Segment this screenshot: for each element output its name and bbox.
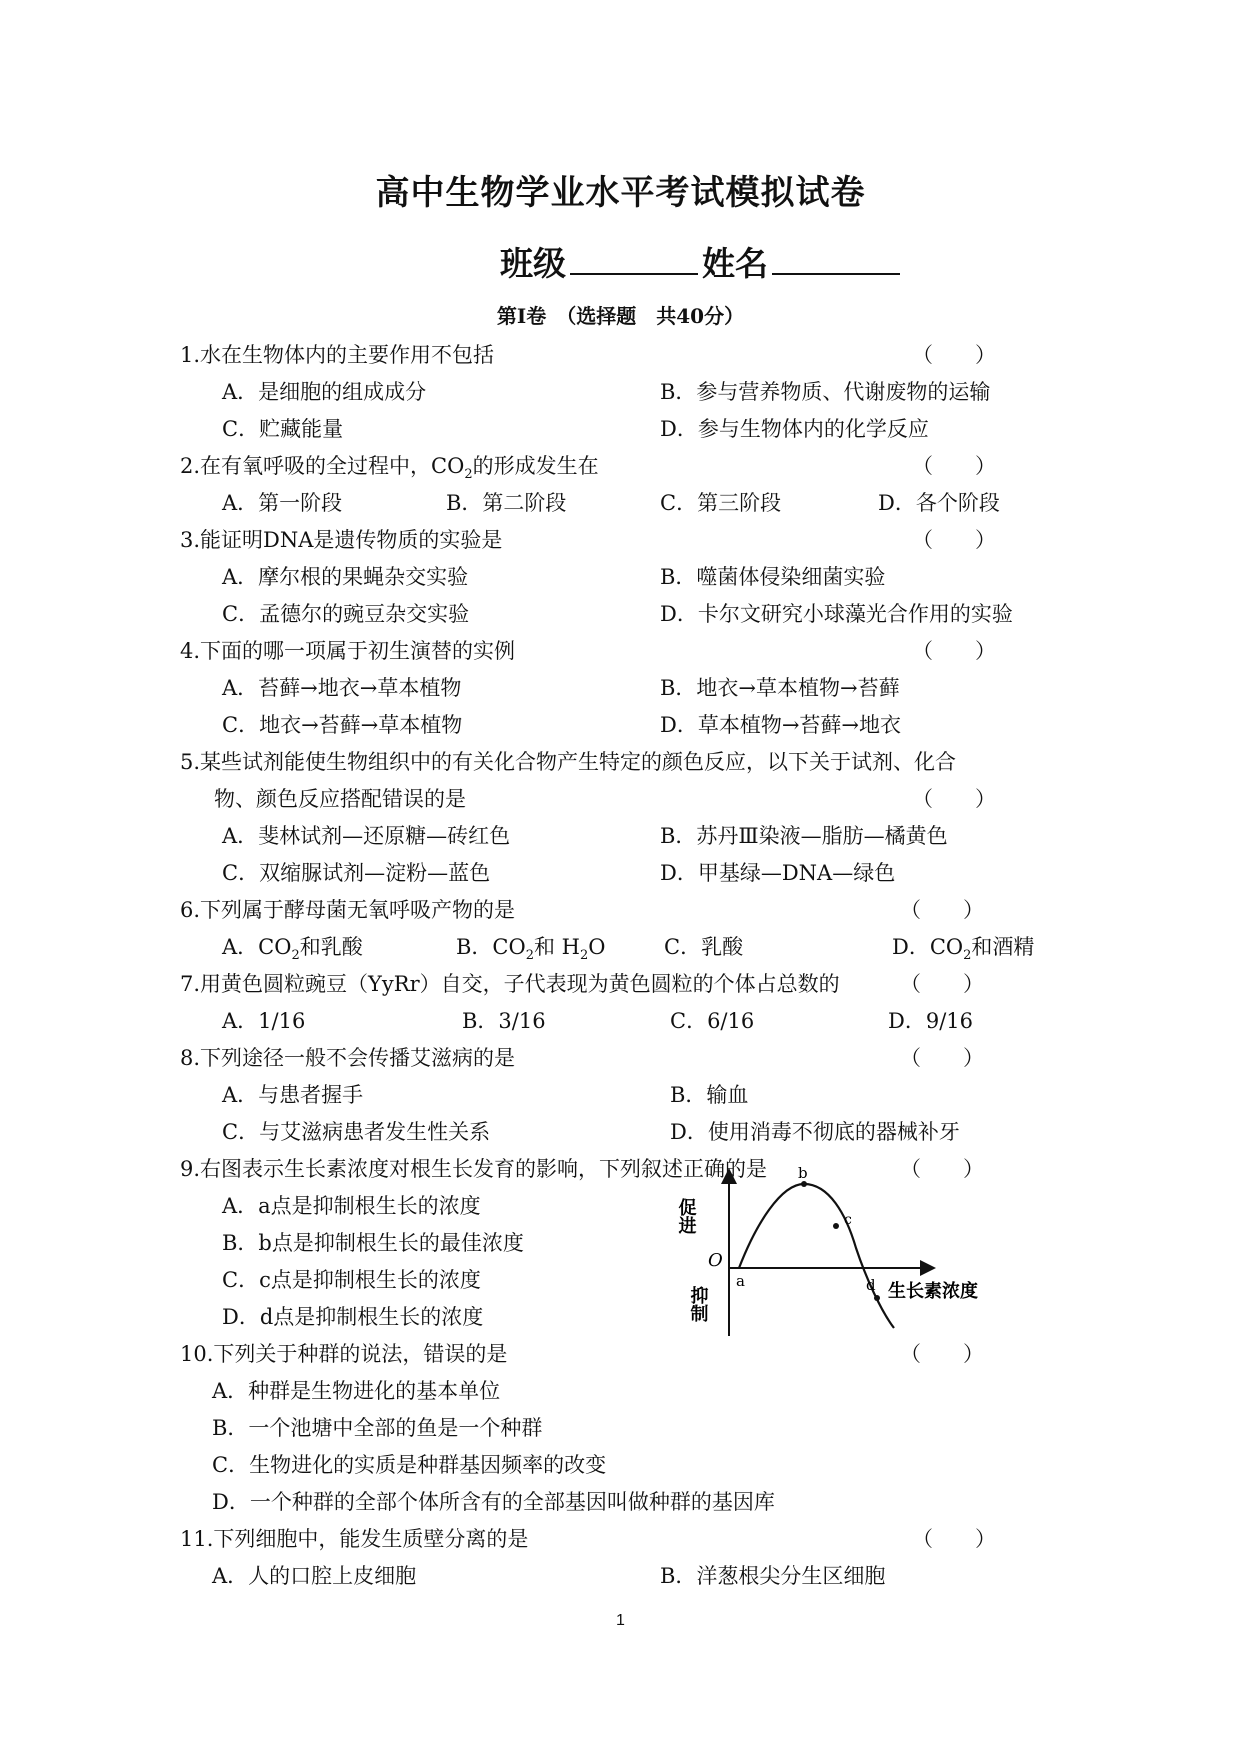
q3-stem: 3.能证明DNA是遗传物质的实验是	[180, 528, 503, 552]
q3-answer-paren[interactable]: （ ）	[912, 528, 996, 552]
q8-stem: 8.下列途径一般不会传播艾滋病的是	[180, 1046, 516, 1070]
q6-stem: 6.下列属于酵母菌无氧呼吸产物的是	[180, 898, 516, 922]
q8-option-d[interactable]: D．使用消毒不彻底的器械补牙	[670, 1120, 960, 1144]
q2-option-b[interactable]: B．第二阶段	[446, 491, 567, 515]
q6-b-mid: 和 H	[534, 935, 580, 959]
q11-option-a[interactable]: A．人的口腔上皮细胞	[212, 1564, 417, 1588]
q6-option-b[interactable]	[456, 931, 606, 963]
name-blank[interactable]	[772, 243, 900, 275]
point-c-label: c	[844, 1212, 852, 1228]
q11-answer-paren[interactable]: （ ）	[912, 1527, 996, 1551]
q10-stem: 10.下列关于种群的说法，错误的是	[180, 1342, 508, 1366]
q3-option-a[interactable]: A．摩尔根的果蝇杂交实验	[222, 565, 469, 589]
auxin-concentration-graph	[675, 1164, 1002, 1340]
point-c-mark	[833, 1223, 839, 1229]
q3-option-c[interactable]: C．孟德尔的豌豆杂交实验	[222, 602, 470, 626]
q7-stem: 7.用黄色圆粒豌豆（YyRr）自交，子代表现为黄色圆粒的个体占总数的	[180, 972, 840, 996]
q3-option-b[interactable]: B．噬菌体侵染细菌实验	[660, 565, 886, 589]
exam-title: 高中生物学业水平考试模拟试卷	[375, 173, 866, 213]
q6-b-sub2: 2	[580, 948, 589, 964]
q5-stem-line2: 物、颜色反应搭配错误的是	[214, 787, 466, 811]
q10-answer-paren[interactable]: （ ）	[900, 1342, 984, 1366]
name-label: 姓名	[702, 244, 768, 283]
q6-d-post: 和酒精	[971, 935, 1035, 959]
q8-option-a[interactable]: A．与患者握手	[222, 1083, 364, 1107]
q10-option-d[interactable]: D．一个种群的全部个体所含有的全部基因叫做种群的基因库	[212, 1490, 775, 1514]
q7-option-a[interactable]: A．1/16	[222, 1009, 306, 1033]
class-name-line	[500, 238, 904, 285]
origin-label: O	[708, 1250, 723, 1271]
q9-stem: 9.右图表示生长素浓度对根生长发育的影响，下列叙述正确的是	[180, 1157, 768, 1181]
q5-option-a[interactable]: A．斐林试剂—还原糖—砖红色	[222, 824, 511, 848]
q1-option-d[interactable]: D．参与生物体内的化学反应	[660, 417, 929, 441]
q4-option-a[interactable]: A．苔藓→地衣→草本植物	[222, 676, 462, 700]
q9-option-b[interactable]: B．b点是抑制根生长的最佳浓度	[222, 1231, 524, 1255]
q6-b-sub1: 2	[525, 948, 534, 964]
q1-option-b[interactable]: B．参与营养物质、代谢废物的运输	[660, 380, 991, 404]
point-d-label: d	[866, 1276, 876, 1294]
q9-option-a[interactable]: A．a点是抑制根生长的浓度	[222, 1194, 481, 1218]
q7-answer-paren[interactable]: （ ）	[900, 972, 984, 996]
q5-stem-line1: 5.某些试剂能使生物组织中的有关化合物产生特定的颜色反应，以下关于试剂、化合	[180, 750, 957, 774]
q9-answer-paren[interactable]: （ ）	[900, 1157, 984, 1181]
q8-option-c[interactable]: C．与艾滋病患者发生性关系	[222, 1120, 491, 1144]
q10-option-c[interactable]: C．生物进化的实质是种群基因频率的改变	[212, 1453, 607, 1477]
q8-option-b[interactable]: B．输血	[670, 1083, 749, 1107]
x-axis-label: 生长素浓度	[888, 1281, 978, 1302]
point-d-mark	[874, 1295, 880, 1301]
q7-option-b[interactable]: B．3/16	[462, 1009, 546, 1033]
q5-option-c[interactable]: C．双缩脲试剂—淀粉—蓝色	[222, 861, 491, 885]
q2-stem-sub: 2	[464, 467, 473, 483]
q5-option-b[interactable]: B．苏丹Ⅲ染液—脂肪—橘黄色	[660, 824, 948, 848]
q2-option-a[interactable]: A．第一阶段	[222, 491, 343, 515]
q6-answer-paren[interactable]: （ ）	[900, 898, 984, 922]
q8-answer-paren[interactable]: （ ）	[900, 1046, 984, 1070]
q2-answer-paren[interactable]: （ ）	[912, 454, 996, 478]
y-label-inhibit: 抑制	[687, 1286, 709, 1322]
q6-b-post: O	[588, 935, 606, 959]
q6-d-pre: D．CO	[892, 935, 964, 959]
q4-answer-paren[interactable]: （ ）	[912, 639, 996, 663]
q6-a-sub: 2	[291, 948, 300, 964]
q6-a-post: 和乳酸	[299, 935, 363, 959]
q6-d-sub: 2	[963, 948, 972, 964]
q9-option-c[interactable]: C．c点是抑制根生长的浓度	[222, 1268, 481, 1292]
q1-stem: 1.水在生物体内的主要作用不包括	[180, 343, 495, 367]
q1-option-a[interactable]: A．是细胞的组成成分	[222, 380, 427, 404]
q7-option-d[interactable]: D．9/16	[888, 1009, 973, 1033]
point-b-label: b	[798, 1164, 808, 1182]
q10-option-b[interactable]: B．一个池塘中全部的鱼是一个种群	[212, 1416, 543, 1440]
q4-stem: 4.下面的哪一项属于初生演替的实例	[180, 639, 516, 663]
class-label: 班级	[500, 244, 566, 283]
q4-option-d[interactable]: D．草本植物→苔藓→地衣	[660, 713, 902, 737]
q6-a-pre: A．CO	[222, 935, 292, 959]
page-number: 1	[616, 1612, 625, 1629]
q11-option-b[interactable]: B．洋葱根尖分生区细胞	[660, 1564, 886, 1588]
q2-stem-post: 的形成发生在	[472, 454, 599, 478]
q5-option-d[interactable]: D．甲基绿—DNA—绿色	[660, 861, 896, 885]
q2-option-d[interactable]: D．各个阶段	[878, 491, 1000, 515]
q10-option-a[interactable]: A．种群是生物进化的基本单位	[212, 1379, 501, 1403]
q4-option-b[interactable]: B．地衣→草本植物→苔藓	[660, 676, 900, 700]
q4-option-c[interactable]: C．地衣→苔藓→草本植物	[222, 713, 463, 737]
q1-option-c[interactable]: C．贮藏能量	[222, 417, 344, 441]
q6-option-c[interactable]: C．乳酸	[664, 935, 744, 959]
q11-stem: 11.下列细胞中，能发生质壁分离的是	[180, 1527, 529, 1551]
q5-answer-paren[interactable]: （ ）	[912, 787, 996, 811]
q6-b-pre: B．CO	[456, 935, 526, 959]
q3-option-d[interactable]: D．卡尔文研究小球藻光合作用的实验	[660, 602, 1013, 626]
q1-answer-paren[interactable]: （ ）	[912, 343, 996, 367]
point-a-label: a	[736, 1272, 745, 1290]
q2-option-c[interactable]: C．第三阶段	[660, 491, 782, 515]
growth-curve	[739, 1184, 894, 1328]
q7-option-c[interactable]: C．6/16	[670, 1009, 755, 1033]
class-blank[interactable]	[570, 243, 698, 275]
q9-option-d[interactable]: D．d点是抑制根生长的浓度	[222, 1305, 484, 1329]
q2-stem-pre: 2.在有氧呼吸的全过程中，CO	[180, 454, 465, 478]
section-title: 第Ⅰ卷 （选择题 共40分）	[496, 304, 745, 328]
y-label-promote-1: 促进	[675, 1198, 697, 1234]
q2-stem	[180, 450, 599, 482]
q6-option-d[interactable]	[892, 931, 1034, 963]
q6-option-a[interactable]	[222, 931, 363, 963]
